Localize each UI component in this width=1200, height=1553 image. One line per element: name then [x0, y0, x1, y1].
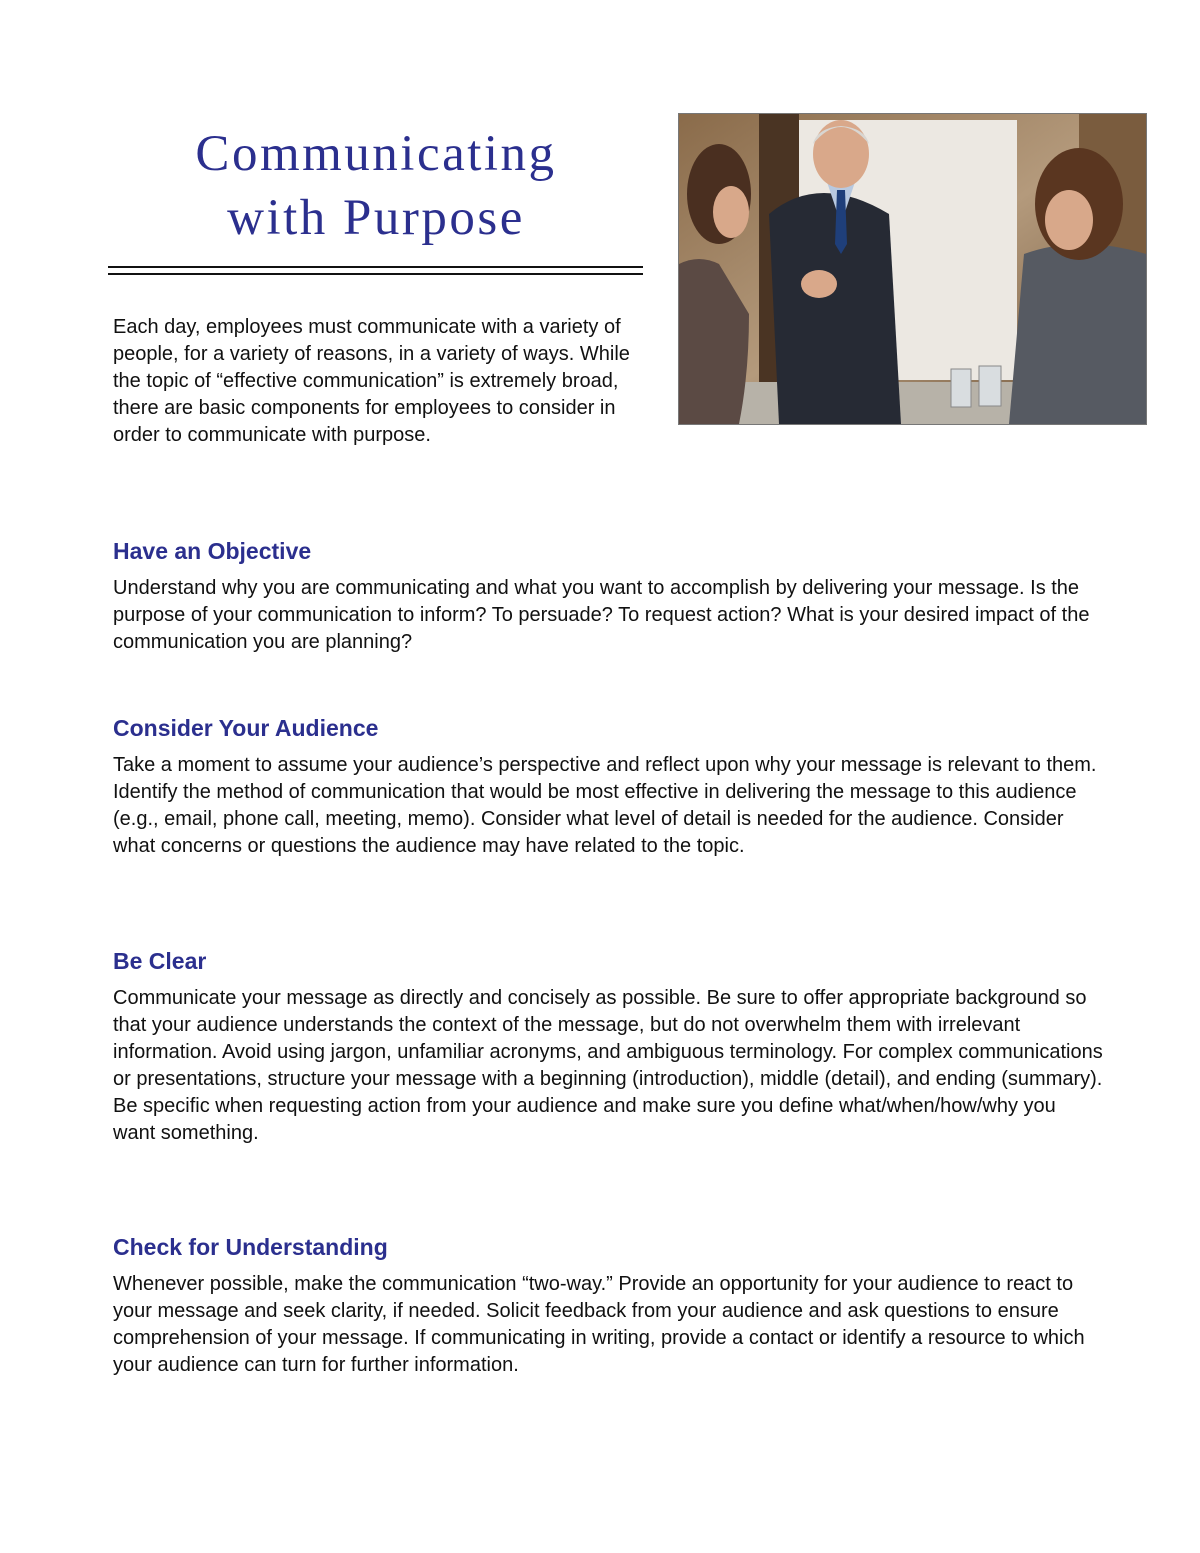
section-have-an-objective [113, 537, 1103, 656]
title-divider-bottom [108, 273, 643, 275]
title-line-2: with Purpose [227, 190, 525, 246]
section-body: Take a moment to assume your audience’s perspective and reflect upon why your message is relevant to them. Identify the method of communication that would be most effective in delivering the message to this audience (e.g., email, phone call, meeting, memo). Consider what level of detail is needed for the audience. Consider what concerns or questions the audience may have related to the topic. [113, 754, 1097, 857]
section-consider-your-audience [113, 714, 1103, 860]
title-line-1: Communicating [195, 126, 557, 182]
title-divider-top [108, 266, 643, 268]
page-title [108, 122, 644, 250]
section-body: Whenever possible, make the communication “two-way.” Provide an opportunity for your audience to react to your message and seek clarity, if needed. Solicit feedback from your audience and ask questions to ensure comprehension of your message. If communicating in writing, provide a contact or identify a resource to which your audience can turn for further information. [113, 1273, 1085, 1376]
section-check-for-understanding [113, 1233, 1103, 1379]
section-be-clear [113, 947, 1103, 1147]
section-body: Understand why you are communicating and what you want to accomplish by delivering your message. Is the purpose of your communication to inform? To persuade? To request action? What is your desired impact of the communication you are planning? [113, 577, 1090, 653]
section-heading: Check for Understanding [113, 1234, 388, 1260]
intro-paragraph: Each day, employees must communicate with a variety of people, for a variety of reasons, in a variety of ways. While the topic of “effective communication” is extremely broad, there are basic components for employees to consider in order to communicate with purpose. [113, 316, 630, 446]
section-heading: Be Clear [113, 948, 207, 974]
section-heading: Have an Objective [113, 538, 312, 564]
meeting-photo [678, 113, 1147, 425]
section-body: Communicate your message as directly and concisely as possible. Be sure to offer appropriate background so that your audience understands the context of the message, but do not overwhelm them with irrelevant information. Avoid using jargon, unfamiliar acronyms, and ambiguous terminology. For complex communications or presentations, structure your message with a beginning (introduction), middle (detail), and ending (summary). Be specific when requesting action from your audience and make sure you define what/when/how/why you want something. [113, 987, 1103, 1144]
section-heading: Consider Your Audience [113, 715, 379, 741]
